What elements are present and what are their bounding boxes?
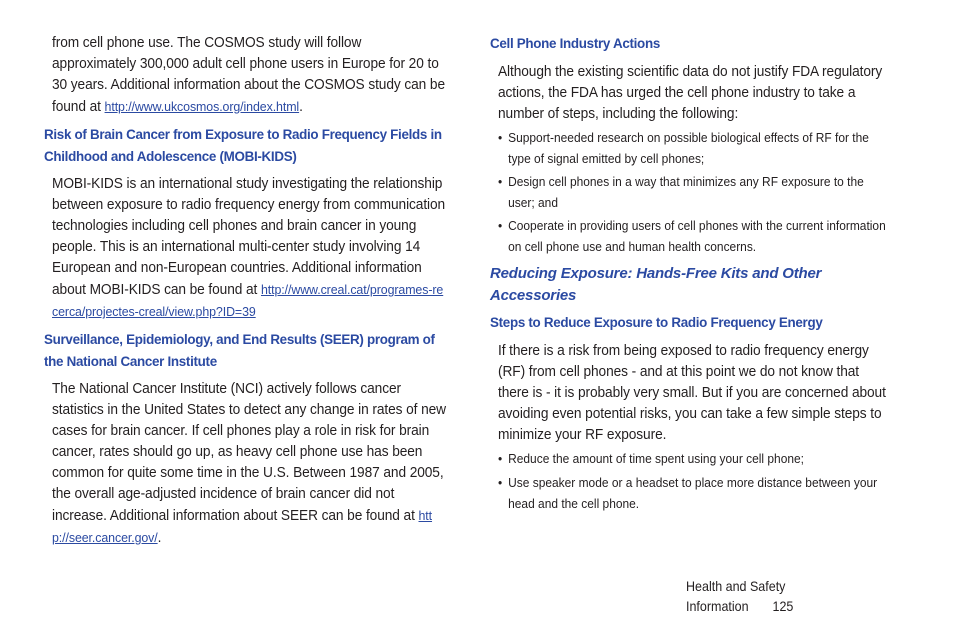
- cosmos-text: from cell phone use. The COSMOS study will follow approximately 300,000 adult cell phone users in Europe for 20 to 30 years. Additional information about the COSMOS study can be found at: [52, 35, 445, 115]
- bullet-marker: •: [498, 174, 503, 189]
- bullet-marker: •: [498, 218, 503, 233]
- mobikids-heading: Risk of Brain Cancer from Exposure to Radio Frequency Fields in Childhood and Adolescence (MOBI-KIDS): [44, 127, 442, 164]
- bullet-marker: •: [498, 475, 503, 490]
- bullet-text: Design cell phones in a way that minimizes any RF exposure to the user; and: [508, 174, 864, 210]
- steps-bullet-list: [490, 448, 902, 514]
- left-column: [44, 0, 456, 549]
- list-item: [498, 215, 894, 257]
- bullet-text: Cooperate in providing users of cell phones with the current information on cell phone use and human health concerns.: [508, 218, 886, 254]
- seer-text: The National Cancer Institute (NCI) actively follows cancer statistics in the United States to detect any change in rates of new cases for brain cancer. If cell phones play a role in risk for brain cancer, rates should go up, as heavy cell phone use has been common for quite some time in the U.S. Between 1987 and 2005, the overall age-adjusted incidence of brain cancer did not increase. Additional information about SEER can be found at: [52, 381, 446, 524]
- list-item: [498, 472, 894, 514]
- mobikids-paragraph: [52, 174, 447, 323]
- seer-link[interactable]: http://seer.cancer.gov/: [52, 508, 433, 545]
- cosmos-link[interactable]: http://www.ukcosmos.org/index.html: [104, 99, 300, 114]
- seer-after: .: [157, 530, 162, 546]
- bullet-marker: •: [498, 130, 503, 145]
- steps-heading: Steps to Reduce Exposure to Radio Frequency Energy: [490, 315, 823, 330]
- industry-bullet-list: [490, 127, 902, 257]
- list-item: [498, 171, 894, 213]
- list-item: [498, 448, 894, 469]
- cosmos-paragraph: [52, 33, 447, 118]
- right-column: [490, 0, 902, 514]
- bullet-text: Use speaker mode or a headset to place more distance between your head and the cell phone.: [508, 475, 878, 511]
- bullet-text: Reduce the amount of time spent using your cell phone;: [508, 451, 804, 466]
- industry-heading: Cell Phone Industry Actions: [490, 36, 660, 51]
- page-number: 125: [772, 599, 794, 614]
- footer-section-title: Health and Safety Information: [686, 579, 786, 614]
- steps-paragraph: If there is a risk from being exposed to radio frequency energy (RF) from cell phones - and at this point we do not know that there is - it is probably very small. But if you are concerned about avoiding even potential risks, you can take a few simple steps to minimize your RF exposure.: [498, 343, 886, 443]
- reducing-heading: Reducing Exposure: Hands-Free Kits and Other Accessories: [490, 265, 822, 304]
- mobikids-link[interactable]: http://www.creal.cat/programes-recerca/projectes-creal/view.php?ID=39: [52, 282, 444, 319]
- mobikids-text: MOBI-KIDS is an international study investigating the relationship between exposure to radio frequency energy from communication technologies including cell phones and brain cancer in young people. This is an international multi-center study involving 14 European and non-European countries. Additional information about MOBI-KIDS can be found at: [52, 176, 446, 298]
- page-footer: [686, 577, 888, 617]
- list-item: [498, 127, 894, 169]
- cosmos-after: .: [299, 99, 303, 115]
- seer-heading: Surveillance, Epidemiology, and End Results (SEER) program of the National Cancer Institute: [44, 332, 435, 369]
- seer-paragraph: [52, 379, 447, 549]
- bullet-marker: •: [498, 451, 503, 466]
- industry-paragraph: Although the existing scientific data do not justify FDA regulatory actions, the FDA has urged the cell phone industry to take a number of steps, including the following:: [498, 64, 883, 122]
- bullet-text: Support-needed research on possible biological effects of RF for the type of signal emitted by cell phones;: [508, 130, 869, 166]
